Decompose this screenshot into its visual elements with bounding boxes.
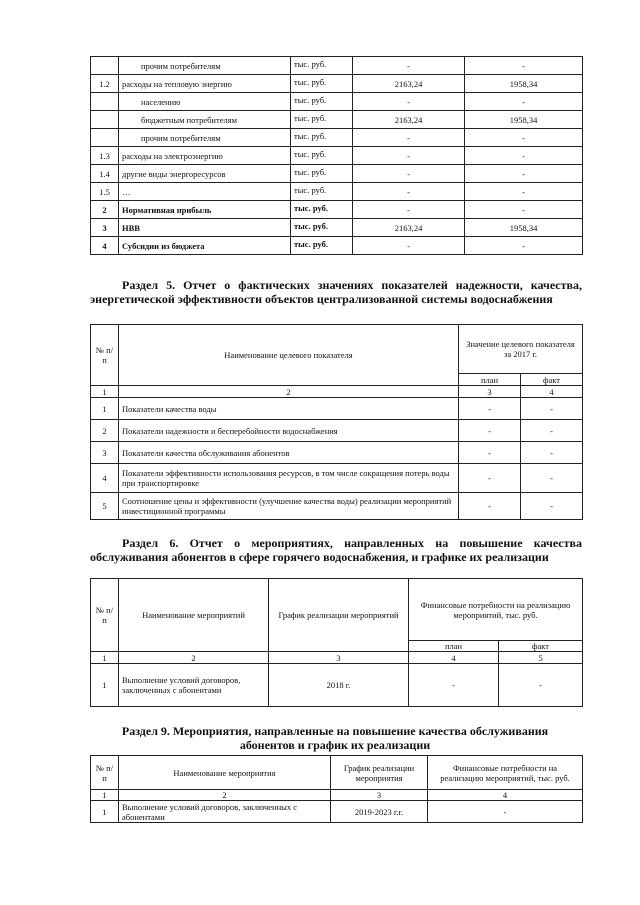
row-name: Показатели качества обслуживания абонентов [119,442,459,464]
row-fact: - [521,493,583,520]
row-number: 5 [91,493,119,520]
table-row [91,129,583,147]
s5-header-plan: план [459,374,521,386]
row-plan: - [409,664,499,707]
row-unit: тыс. руб. [291,147,353,165]
row-plan: - [459,493,521,520]
row-fact: - [521,464,583,493]
s5-header-value: Значение целевого показателя за 2017 г. [459,325,583,374]
section9-table [90,755,583,823]
table-row [91,57,583,75]
s6-header-plan: план [409,641,499,652]
row-number: 3 [91,219,119,237]
row-fact: - [465,93,583,111]
table-row [91,398,583,420]
row-unit: тыс. руб. [291,129,353,147]
s6-colnum: 3 [269,652,409,664]
s5-colnum: 2 [119,386,459,398]
row-name: расходы на тепловую энергию [119,75,291,93]
s6-header-name: Наименование мероприятий [119,579,269,652]
row-unit: тыс. руб. [291,201,353,219]
row-name: Показатели надежности и бесперебойности водоснабжения [119,420,459,442]
expenses-table [90,56,583,255]
s6-colnum: 1 [91,652,119,664]
row-plan: - [353,129,465,147]
row-plan: - [353,165,465,183]
table-row [91,219,583,237]
row-fact: - [465,237,583,255]
s5-header-fact: факт [521,374,583,386]
row-fact: 1958,34 [465,75,583,93]
row-plan: 2163,24 [353,219,465,237]
row-fact: - [521,420,583,442]
row-number: 3 [91,442,119,464]
row-fact: - [521,398,583,420]
s9-header-schedule: График реализации мероприятия [331,756,428,790]
row-unit: тыс. руб. [291,93,353,111]
row-name: Показатели эффективности использования ресурсов, в том числе сокращения потерь воды при транспортировке [119,464,459,493]
row-number: 1 [91,664,119,707]
row-plan: 2163,24 [353,75,465,93]
row-plan: - [459,420,521,442]
row-name: другие виды энергоресурсов [119,165,291,183]
row-number [91,93,119,111]
row-number: 1.2 [91,75,119,93]
table-row [91,442,583,464]
row-fact: - [465,165,583,183]
row-unit: тыс. руб. [291,57,353,75]
row-number: 1.4 [91,165,119,183]
row-unit: тыс. руб. [291,75,353,93]
row-number: 2 [91,201,119,219]
s6-header-schedule: График реализации мероприятий [269,579,409,652]
row-fact: - [465,129,583,147]
table-row [91,93,583,111]
row-name-num: 1 [91,801,119,823]
row-name: прочим потребителям [119,129,291,147]
row-number: 1.5 [91,183,119,201]
s6-header-fact: факт [499,641,583,652]
s6-colnum: 4 [409,652,499,664]
row-plan: - [459,442,521,464]
row-name: НВВ [119,219,291,237]
table-row [91,183,583,201]
s5-colnum: 3 [459,386,521,398]
row-plan: - [353,201,465,219]
s9-colnum: 3 [331,790,428,801]
table-row [91,493,583,520]
s6-header-num: № п/п [91,579,119,652]
s9-colnum: 4 [428,790,583,801]
row-name: Показатели качества воды [119,398,459,420]
row-name: населению [119,93,291,111]
row-name: Нормативная прибыль [119,201,291,219]
section5-table [90,324,583,520]
table-row [91,75,583,93]
row-unit: тыс. руб. [291,219,353,237]
row-number: 4 [91,464,119,493]
row-schedule: 2018 г. [269,664,409,707]
row-name: Соотношение цены и эффективности (улучшение качества воды) реализации мероприятий инвестиционной программы [119,493,459,520]
row-plan: - [459,464,521,493]
s9-colnum: 1 [91,790,119,801]
row-plan: - [353,147,465,165]
table-row [91,664,583,707]
row-name: … [119,183,291,201]
row-number: 1 [91,398,119,420]
row-fact: - [465,147,583,165]
section9-title: Раздел 9. Мероприятия, направленные на повышение качества обслуживания абонентов и график их реализации [121,724,549,752]
s5-colnum: 4 [521,386,583,398]
table-row [91,801,583,823]
s9-header-name: Наименование мероприятия [119,756,331,790]
row-fact: - [465,183,583,201]
row-number [91,129,119,147]
row-number: 4 [91,237,119,255]
row-unit: тыс. руб. [291,111,353,129]
row-plan: 2163,24 [353,111,465,129]
row-fact: - [499,664,583,707]
row-fact: 1958,34 [465,111,583,129]
s9-header-finance: Финансовые потребности на реализацию мероприятий, тыс. руб. [428,756,583,790]
row-schedule: 2019-2023 г.г. [331,801,428,823]
table-row [91,147,583,165]
row-plan: - [353,57,465,75]
row-number [91,111,119,129]
section6-table [90,578,583,707]
s5-colnum: 1 [91,386,119,398]
s5-header-name: Наименование целевого показателя [119,325,459,386]
row-number: 2 [91,420,119,442]
row-plan: - [353,237,465,255]
row-fact: - [465,201,583,219]
table-row [91,237,583,255]
row-name: расходы на электроэнергию [119,147,291,165]
row-unit: тыс. руб. [291,237,353,255]
s9-colnum: 2 [119,790,331,801]
row-number: 1.3 [91,147,119,165]
table-row [91,165,583,183]
row-fact: - [465,57,583,75]
s9-header-num: № п/п [91,756,119,790]
row-number [91,57,119,75]
row-name: Выполнение условий договоров, заключенных с абонентами [119,664,269,707]
table-row [91,111,583,129]
row-name: Субсидии из бюджета [119,237,291,255]
table-row [91,420,583,442]
row-plan: - [353,93,465,111]
s6-colnum: 2 [119,652,269,664]
table-row [91,201,583,219]
row-fact: 1958,34 [465,219,583,237]
row-plan: - [353,183,465,201]
row-fact: - [521,442,583,464]
row-name: прочим потребителям [119,57,291,75]
section6-title: Раздел 6. Отчет о мероприятиях, направленных на повышение качества обслуживания абонентов в сфере горячего водоснабжения, и графике их реализации [90,536,582,564]
s6-colnum: 5 [499,652,583,664]
s6-header-finance: Финансовые потребности на реализацию мероприятий, тыс. руб. [409,579,583,641]
s5-header-num: № п/п [91,325,119,386]
row-unit: тыс. руб. [291,183,353,201]
table-row [91,464,583,493]
section5-title: Раздел 5. Отчет о фактических значениях показателей надежности, качества, энергетической эффективности объектов централизованной системы водоснабжения [90,278,582,306]
row-unit: тыс. руб. [291,165,353,183]
row-plan: - [459,398,521,420]
row-finance: - [428,801,583,823]
row-name: бюджетным потребителям [119,111,291,129]
row-name: Выполнение условий договоров, заключенных с абонентами [119,801,331,823]
